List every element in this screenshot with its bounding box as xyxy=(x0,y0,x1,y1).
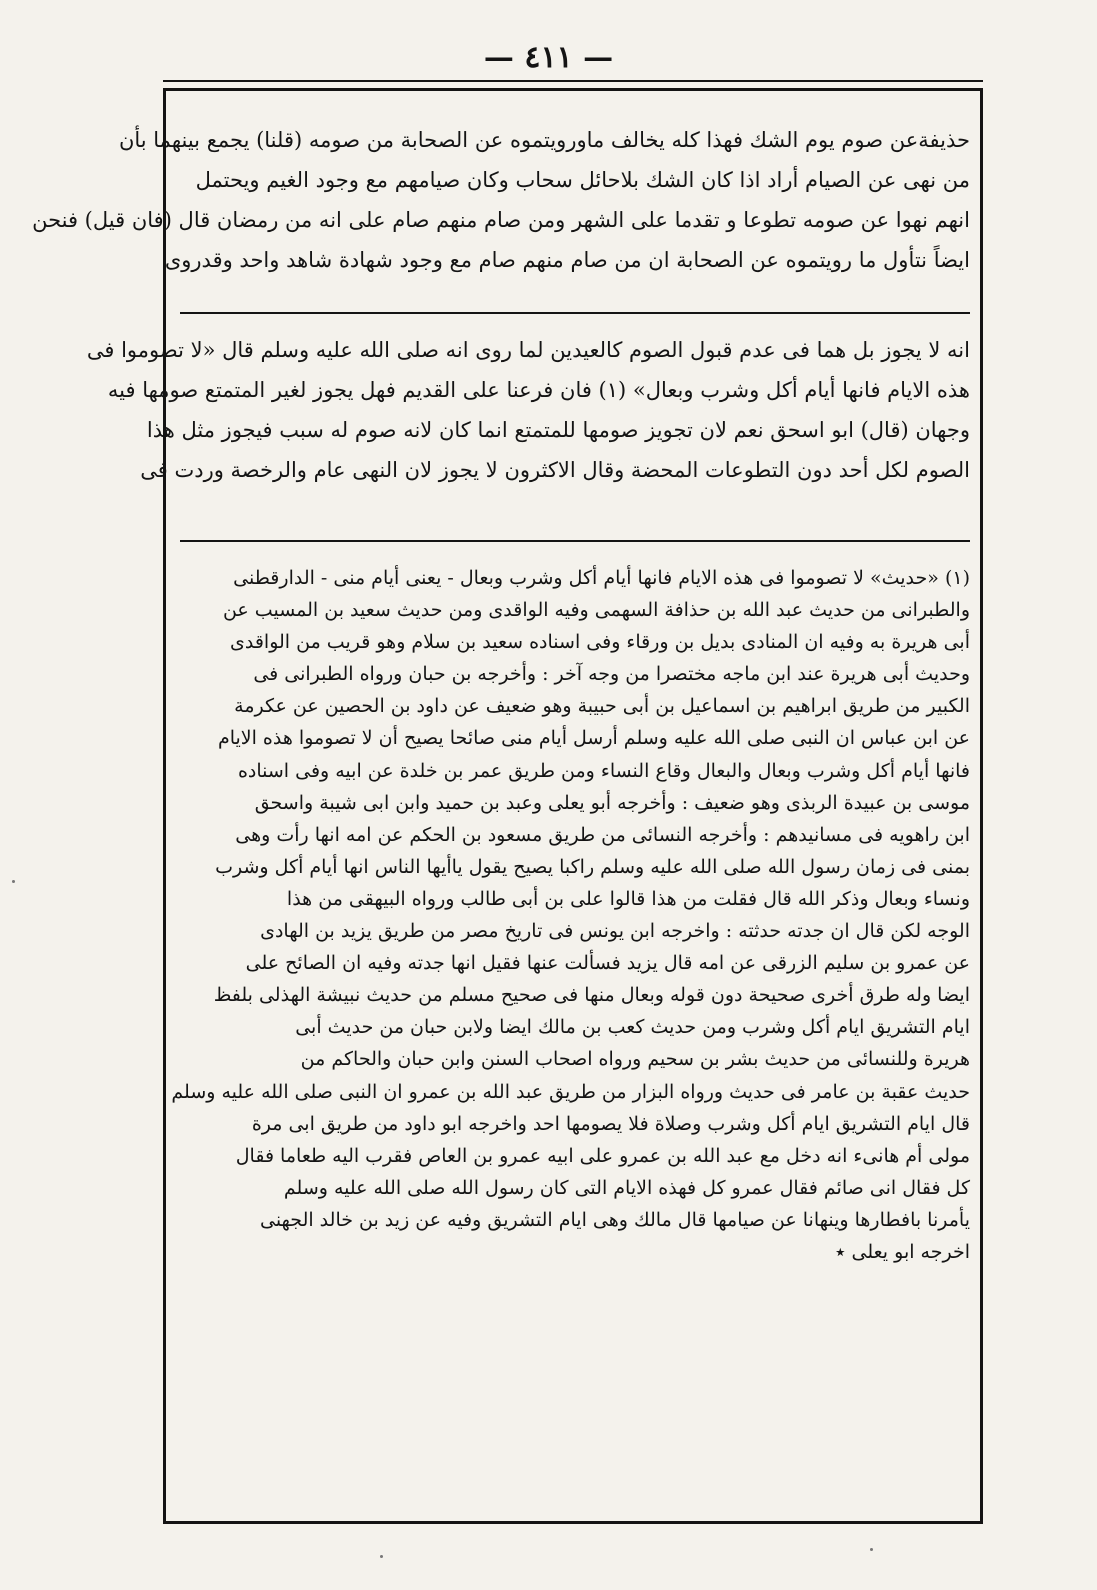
footnote-line: أبى هريرة به وفيه ان المنادى بديل بن ورقاء وفى اسناده سعيد بن سلام وهو قريب من الواقدى xyxy=(230,631,970,654)
footnote-line: والطبرانى من حديث عبد الله بن حذافة السهمى وفيه الواقدى ومن حديث سعيد بن المسيب عن xyxy=(222,599,970,622)
scan-speck xyxy=(380,1555,383,1558)
footnote-line: عن عمرو بن سليم الزرقى عن امه قال يزيد فسألت عنها فقيل انها جدته وفيه ان الصائح على xyxy=(245,952,970,975)
footnote-line: ابن راهويه فى مسانيدهم : وأخرجه النسائى من طريق مسعود بن الحكم عن امه انها رأت وهى xyxy=(235,823,970,846)
top-paragraph xyxy=(32,120,970,280)
footnote-line: بمنى فى زمان رسول الله صلى الله عليه وسلم راكبا يصيح يقول ياأيها الناس انها أيام أكل وشرب xyxy=(215,855,970,878)
footnote-line: ايام التشريق ايام أكل وشرب ومن حديث كعب بن مالك ايضا ولابن حبان من حديث أبى xyxy=(295,1016,970,1039)
footnote-line: قال ايام التشريق ايام أكل وشرب وصلاة فلا يصومها احد واخرجه ابو داود من طريق ابى مرة xyxy=(251,1112,970,1135)
main-text-line: هذه الايام فانها أيام أكل وشرب وبعال» (١) فان فرعنا على القديم فهل يجوز لغير المتمتع صومها فيه xyxy=(107,378,970,402)
footnote-line: حديث عقبة بن عامر فى حديث ورواه البزار من طريق عبد الله بن عمرو ان النبى صلى الله عليه وسلم xyxy=(171,1080,970,1103)
footnote-line: ايضا وله طرق أخرى صحيحة دون قوله وبعال منها فى صحيح مسلم من حديث نبيشة الهذلى بلفظ xyxy=(213,984,970,1007)
footnote-line: (١) «حديث» لا تصوموا فى هذه الايام فانها أيام أكل وشرب وبعال - يعنى أيام منى - الدارقطنى xyxy=(233,567,970,589)
main-text-line: انه لا يجوز بل هما فى عدم قبول الصوم كالعيدين لما روى انه صلى الله عليه وسلم قال «لا تصوموا فى xyxy=(86,338,970,362)
footnote-line: مولى أم هانىء انه دخل مع عبد الله بن عمرو على ابيه عمرو بن العاص فقرب اليه طعاما فقال xyxy=(235,1144,970,1167)
scan-speck xyxy=(870,1548,873,1551)
footnote-line: الوجه لكن قال ان جدته حدثته : واخرجه ابن يونس فى تاريخ مصر من طريق يزيد بن الهادى xyxy=(260,920,970,943)
scan-speck xyxy=(12,880,15,883)
main-text-line: انهم نهوا عن صومه تطوعا و تقدما على الشهر ومن صام منهم صام على انه من رمضان قال (فان قيل) فنحن xyxy=(32,208,970,232)
footnote-line: كل فقال انى صائم فقال عمرو كل فهذه الايام التى كان رسول الله صلى الله عليه وسلم xyxy=(283,1176,970,1199)
main-text-line: الصوم لكل أحد دون التطوعات المحضة وقال الاكثرون لا يجوز لان النهى عام والرخصة وردت فى xyxy=(140,458,970,482)
footnote-line: ونساء وبعال وذكر الله قال فقلت من هذا قالوا على بن أبى طالب ورواه البيهقى من هذا xyxy=(286,887,970,910)
footnote-divider xyxy=(180,540,970,542)
page-number: — ٤١١ — xyxy=(483,40,614,75)
footnote-line: الكبير من طريق ابراهيم بن اسماعيل بن أبى حبيبة وهو ضعيف عن داود بن الحصين عن عكرمة xyxy=(234,695,970,718)
footnote-line: يأمرنا بافطارها وينهانا عن صيامها قال مالك وهى ايام التشريق وفيه عن زيد بن خالد الجهنى xyxy=(259,1208,970,1231)
main-text-line: وجهان (قال) ابو اسحق نعم لان تجويز صومها للمتمتع انما كان لانه صوم له سبب فيجوز مثل هذا xyxy=(146,418,970,442)
footnote-line: عن ابن عباس ان النبى صلى الله عليه وسلم أرسل أيام منى صائحا يصيح أن لا تصوموا هذه الايام xyxy=(217,727,970,750)
footnote-line: اخرجه ابو يعلى ٭ xyxy=(835,1240,970,1263)
main-text-line: حذيفةعن صوم يوم الشك فهذا كله يخالف ماورويتموه عن الصحابة من صومه (قلنا) يجمع بينهما بأن xyxy=(118,128,970,152)
middle-paragraph xyxy=(86,330,970,490)
section-divider xyxy=(180,312,970,314)
main-text-line: من نهى عن الصيام أراد اذا كان الشك بلاحائل سحاب وكان صيامهم مع وجود الغيم ويحتمل xyxy=(195,168,970,192)
footnote-line: هريرة وللنسائى من حديث بشر بن سحيم ورواه اصحاب السنن وابن حبان والحاكم من xyxy=(300,1048,970,1071)
footnotes-section xyxy=(171,562,970,1268)
main-text-line: ايضاً نتأول ما رويتموه عن الصحابة ان من صام منهم صام مع وجود شهادة شاهد واحد وقدروى xyxy=(164,248,970,272)
footnote-line: موسى بن عبيدة الربذى وهو ضعيف : وأخرجه أبو يعلى وعبد بن حميد وابن ابى شيبة واسحق xyxy=(254,791,970,814)
footnote-line: وحديث أبى هريرة عند ابن ماجه مختصرا من وجه آخر : وأخرجه بن حبان ورواه الطبرانى فى xyxy=(253,663,970,686)
footnote-line: فانها أيام أكل وشرب وبعال والبعال وقاع النساء ومن طريق عمر بن خلدة عن ابيه وفى اسناده xyxy=(237,759,970,782)
